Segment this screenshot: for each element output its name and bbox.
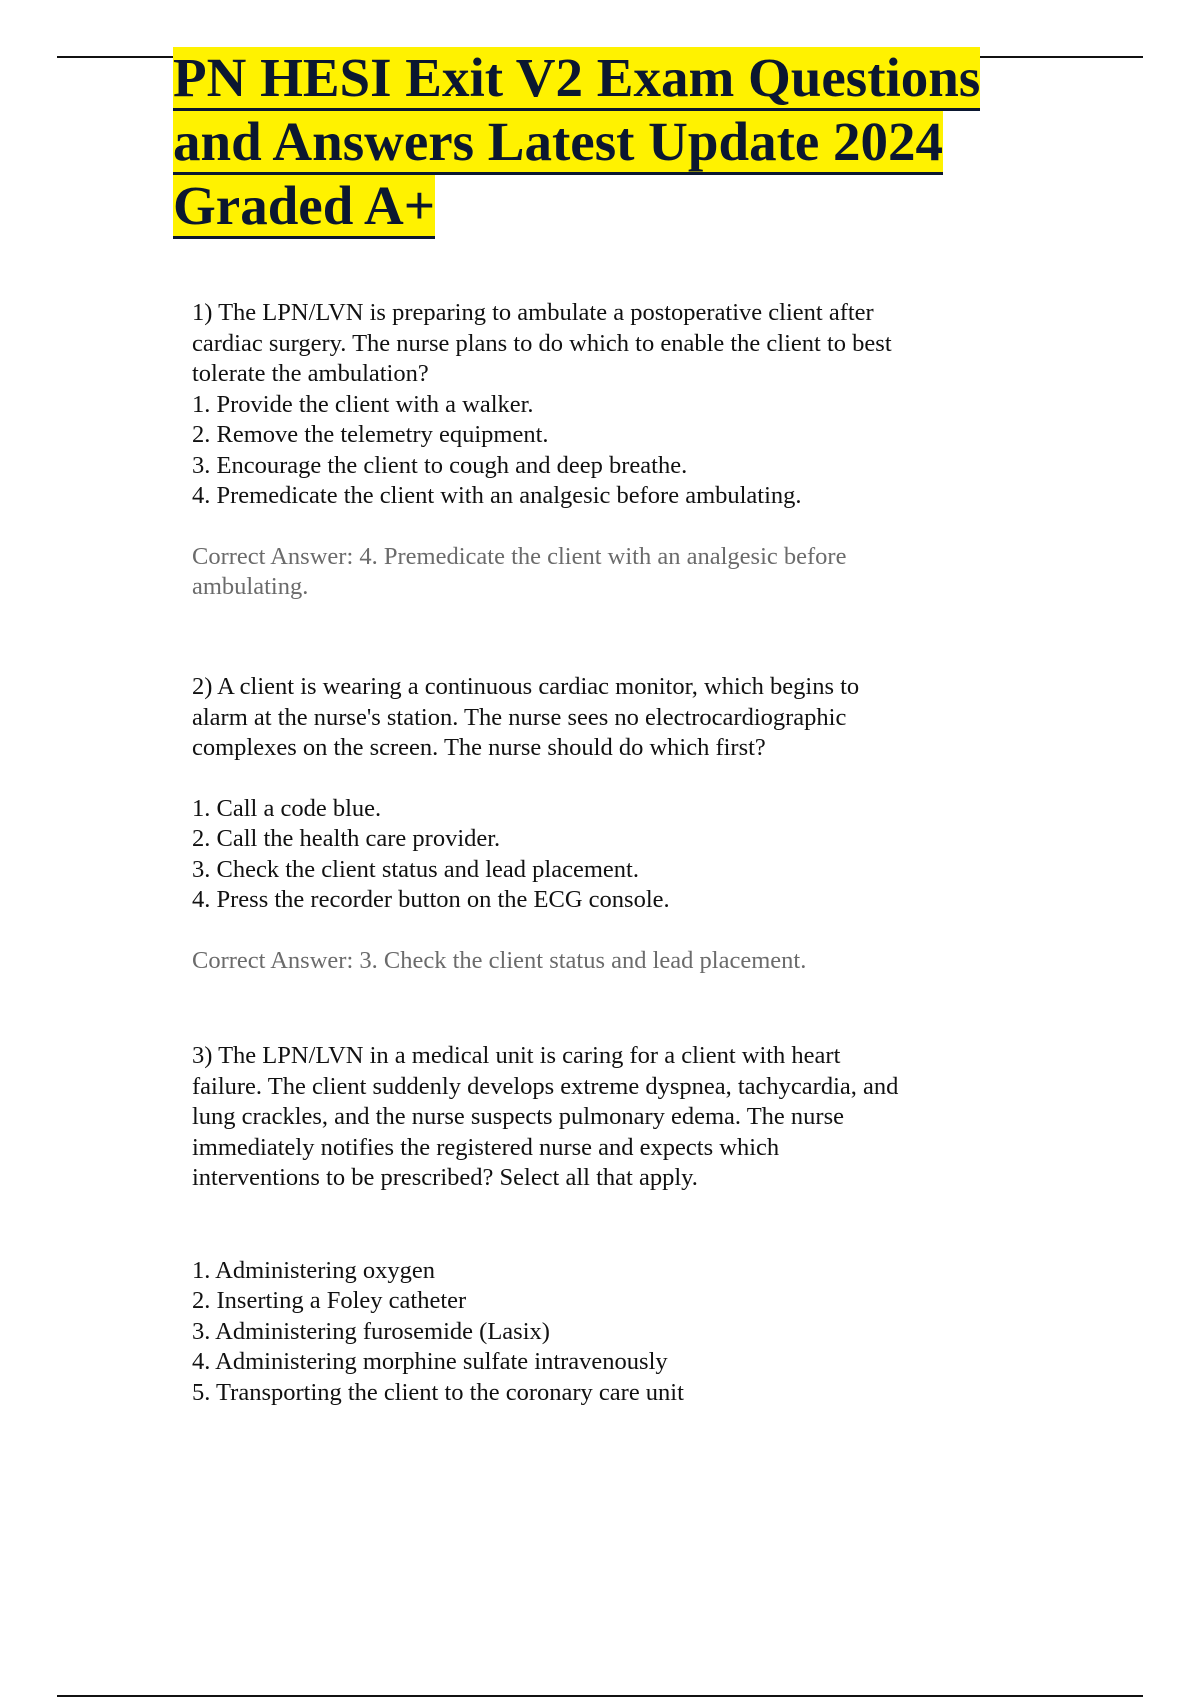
option-item: 2. Inserting a Foley catheter — [192, 1287, 467, 1314]
question-block-2 — [192, 672, 992, 976]
title-line-3: Graded A+ — [173, 175, 435, 239]
option-item: 1. Provide the client with a walker. — [192, 390, 534, 418]
spacer — [192, 1194, 992, 1256]
question-stem-line: failure. The client suddenly develops extreme dyspnea, tachycardia, and — [192, 1072, 899, 1100]
question-stem-line: interventions to be prescribed? Select all that apply. — [192, 1164, 698, 1191]
question-stem-3 — [192, 1041, 992, 1194]
answer-line: ambulating. — [192, 573, 309, 600]
answer-line: Correct Answer: 4. Premedicate the client with an analgesic before — [192, 542, 847, 570]
question-stem-1 — [192, 298, 992, 390]
option-item: 4. Administering morphine sulfate intravenously — [192, 1348, 668, 1375]
bottom-rule — [57, 1695, 1143, 1697]
question-block-3 — [192, 1041, 992, 1408]
option-item: 2. Remove the telemetry equipment. — [192, 421, 549, 448]
question-stem-line: immediately notifies the registered nurse and expects which — [192, 1133, 780, 1161]
question-stem-line: 2) A client is wearing a continuous cardiac monitor, which begins to — [192, 673, 860, 700]
option-item: 5. Transporting the client to the coronary care unit — [192, 1378, 684, 1406]
title-line-2: and Answers Latest Update 2024 — [173, 111, 943, 175]
answer-line: Correct Answer: 3. Check the client status and lead placement. — [192, 946, 807, 974]
spacer — [192, 764, 992, 794]
correct-answer-1 — [192, 542, 992, 603]
document-title — [173, 46, 1033, 238]
question-stem-line: 1) The LPN/LVN is preparing to ambulate a postoperative client after — [192, 299, 874, 326]
answer-options-3 — [192, 1256, 992, 1409]
option-item: 1. Call a code blue. — [192, 794, 382, 822]
question-stem-line: complexes on the screen. The nurse should do which first? — [192, 734, 766, 761]
option-item: 2. Call the health care provider. — [192, 825, 501, 852]
answer-options-2 — [192, 794, 992, 916]
option-item: 3. Encourage the client to cough and deep breathe. — [192, 451, 688, 479]
question-stem-line: 3) The LPN/LVN in a medical unit is caring for a client with heart — [192, 1042, 841, 1069]
question-stem-line: cardiac surgery. The nurse plans to do which to enable the client to best — [192, 329, 892, 357]
option-item: 3. Check the client status and lead placement. — [192, 855, 639, 883]
question-stem-line: lung crackles, and the nurse suspects pulmonary edema. The nurse — [192, 1103, 845, 1130]
option-item: 4. Press the recorder button on the ECG console. — [192, 886, 670, 913]
option-item: 3. Administering furosemide (Lasix) — [192, 1317, 550, 1345]
question-block-1 — [192, 298, 992, 603]
title-line-1: PN HESI Exit V2 Exam Questions — [173, 47, 980, 111]
option-item: 1. Administering oxygen — [192, 1256, 435, 1284]
option-item: 4. Premedicate the client with an analgesic before ambulating. — [192, 482, 802, 509]
question-stem-line: tolerate the ambulation? — [192, 360, 429, 387]
answer-options-1 — [192, 390, 992, 512]
correct-answer-2 — [192, 946, 992, 977]
question-stem-2 — [192, 672, 992, 764]
question-stem-line: alarm at the nurse's station. The nurse sees no electrocardiographic — [192, 703, 847, 731]
